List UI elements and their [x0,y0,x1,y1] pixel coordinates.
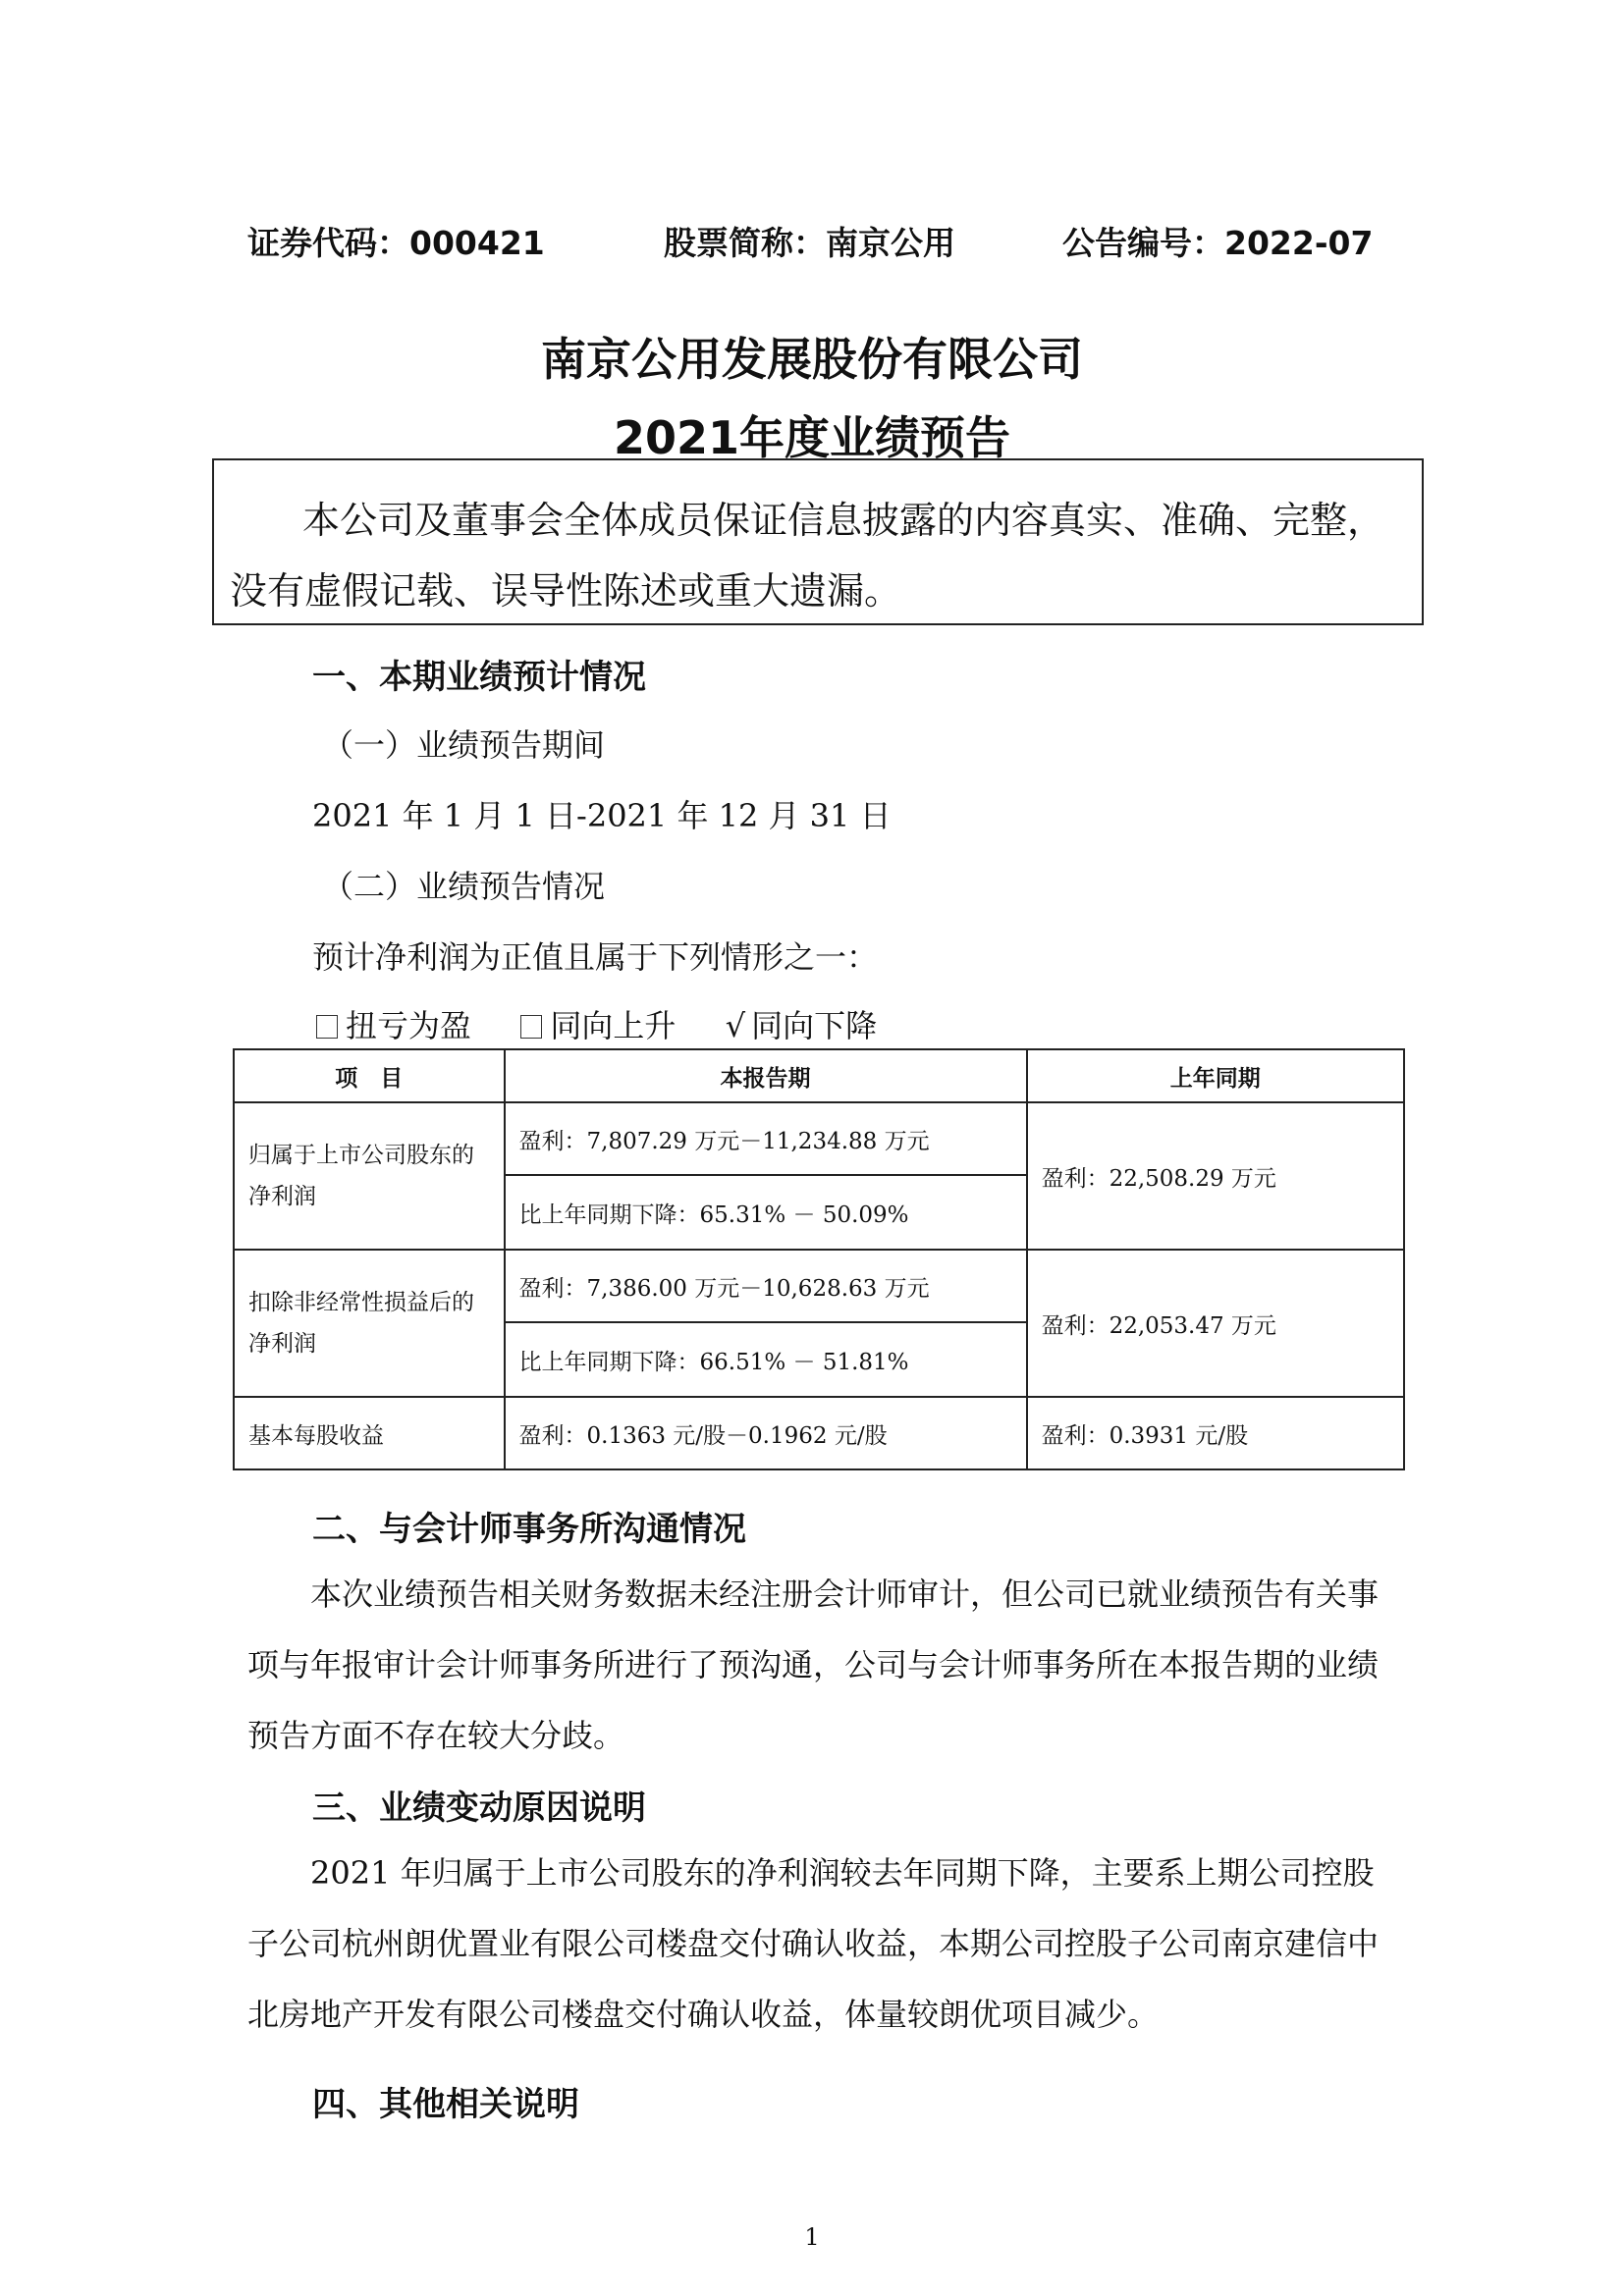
section-heading: 三、业绩变动原因说明 [312,1789,646,1828]
table-cell: 盈利：7,807.29 万元－11,234.88 万元 [505,1102,1027,1175]
disclosure-statement-line: 本公司及董事会全体成员保证信息披露的内容真实、准确、完整， [302,499,1385,542]
forecast-statement: 预计净利润为正值且属于下列情形之一： [312,938,879,976]
section-heading: 一、本期业绩预计情况 [312,658,646,697]
disclosure-statement-line: 没有虚假记载、误导性陈述或重大遗漏。 [230,569,902,613]
notice-number: 公告编号：2022-07 [1062,224,1374,262]
performance-forecast-table [233,1048,1405,1470]
subsection-heading: （二）业绩预告情况 [322,868,606,905]
option-turnaround: 扭亏为盈 [316,1007,471,1044]
paragraph-text: 本次业绩预告相关财务数据未经注册会计师审计，但公司已就业绩预告有关事项与年报审计会计师事务所进行了预沟通，公司与会计师事务所在本报告期的业绩预告方面不存在较大分歧。 [247,1575,1380,1754]
column-header: 项 目 [234,1049,505,1102]
subsection-heading: （一）业绩预告期间 [322,726,606,764]
table-cell: 盈利：0.1363 元/股－0.1962 元/股 [505,1397,1027,1469]
company-title: 南京公用发展股份有限公司 [541,333,1083,386]
table-cell: 盈利：0.3931 元/股 [1027,1397,1404,1469]
paragraph-text: 2021 年归属于上市公司股东的净利润较去年同期下降，主要系上期公司控股子公司杭州朗优置业有限公司楼盘交付确认收益，本期公司控股子公司南京建信中北房地产开发有限公司楼盘交付确认收益，体量较朗优项目减少。 [247,1854,1380,2033]
table-row [234,1250,1404,1322]
forecast-period: 2021 年 1 月 1 日-2021 年 12 月 31 日 [312,797,892,834]
row-label: 基本每股收益 [234,1397,505,1469]
stock-abbreviation: 股票简称：南京公用 [664,224,955,262]
stock-code: 证券代码：000421 [247,224,545,262]
row-label: 扣除非经常性损益后的净利润 [234,1250,505,1397]
column-header: 上年同期 [1027,1049,1404,1102]
section-heading: 二、与会计师事务所沟通情况 [312,1510,746,1549]
disclosure-statement-box [212,458,1424,625]
forecast-options [316,1001,877,1046]
report-title: 2021年度业绩预告 [613,411,1011,464]
section-paragraph [247,1838,1386,2050]
checkbox-icon [316,1015,338,1039]
section-heading: 四、其他相关说明 [312,2085,579,2124]
table-cell: 比上年同期下降：66.51% － 51.81% [505,1322,1027,1397]
table-row [234,1397,1404,1469]
table-header-row [234,1049,1404,1102]
table-cell: 盈利：7,386.00 万元－10,628.63 万元 [505,1250,1027,1322]
checkbox-icon [520,1015,542,1039]
document-header [0,218,1624,267]
table-cell: 盈利：22,053.47 万元 [1027,1250,1404,1397]
table-row [234,1102,1404,1175]
table-cell: 盈利：22,508.29 万元 [1027,1102,1404,1250]
option-increase: 同向上升 [520,1007,676,1044]
option-decrease: √ 同向下降 [725,1007,878,1044]
page-number: 1 [804,2223,820,2251]
table-cell: 比上年同期下降：65.31% － 50.09% [505,1175,1027,1250]
column-header: 本报告期 [505,1049,1027,1102]
row-label: 归属于上市公司股东的净利润 [234,1102,505,1250]
check-mark-icon: √ [725,1007,746,1044]
section-paragraph [247,1559,1386,1771]
